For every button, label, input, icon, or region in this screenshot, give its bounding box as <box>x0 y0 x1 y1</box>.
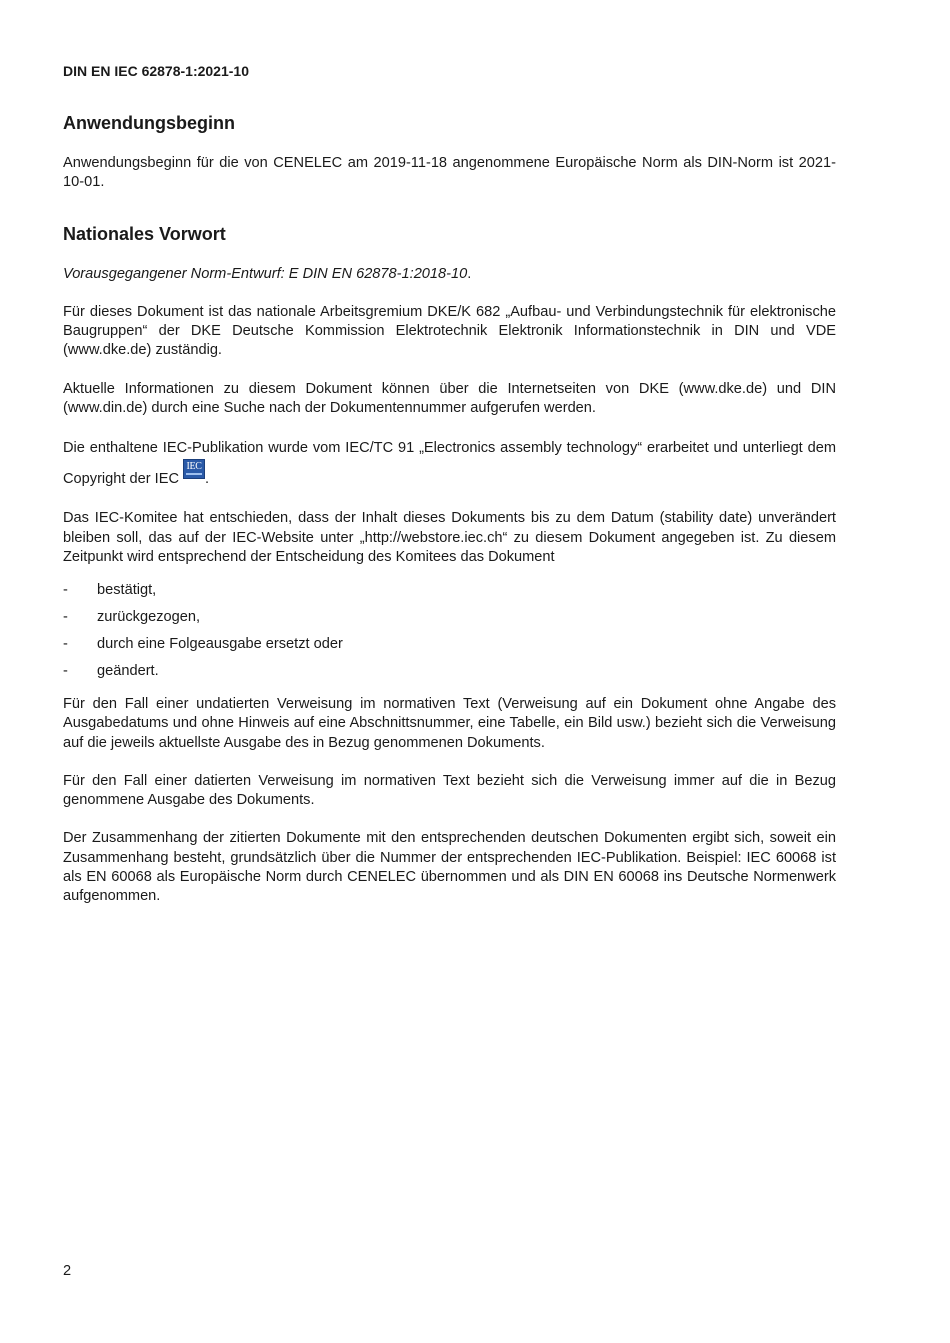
section-title-nationales-vorwort: Nationales Vorwort <box>63 223 226 244</box>
list-dash: - <box>63 582 68 599</box>
list-dash: - <box>63 662 68 679</box>
list-item <box>63 581 836 600</box>
previous-draft-period: . <box>467 265 472 282</box>
section-title-anwendungsbeginn: Anwendungsbeginn <box>63 113 235 133</box>
page-content <box>63 112 836 907</box>
copyright-text: Die enthaltene IEC-Publikation wurde vom IEC/TC 91 „Electronics assembly technology“ erarbeitet und unterliegt dem Copyright der IEC <box>63 440 836 488</box>
previous-draft-note <box>63 265 836 284</box>
page-number: 2 <box>63 1263 72 1279</box>
list-item-text: zurückgezogen, <box>97 609 201 626</box>
list-item <box>63 635 836 654</box>
iec-logo-icon <box>183 459 205 479</box>
paragraph-undated-reference: Für den Fall einer undatierten Verweisung im normativen Text (Verweisung auf ein Dokument ohne Angabe des Ausgabedatums und ohne Hinweis auf eine Abschnittsnummer, eine Tabelle, ein Bild usw.) bezieht sich die Verweisung auf die jeweils aktuellste Ausgabe des in Bezug genommenen Dokuments. <box>63 695 836 751</box>
paragraph-document-relation: Der Zusammenhang der zitierten Dokumente mit den entsprechenden deutschen Dokumenten ergibt sich, soweit ein Zusammenhang besteht, grundsätzlich über die Nummer der entsprechenden IEC-Publikation. Beispiel: IEC 60068 ist als EN 60068 als Europäische Norm durch CENELEC übernommen und als DIN EN 60068 ins Deutsche Normenwerk aufgenommen. <box>63 830 836 905</box>
iec-logo-text: IEC <box>186 461 202 473</box>
copyright-period: . <box>205 471 210 488</box>
list-dash: - <box>63 635 68 652</box>
paragraph-online-info: Aktuelle Informationen zu diesem Dokument können über die Internetseiten von DKE (www.dke.de) und DIN (www.din.de) durch eine Suche nach der Dokumentennummer aufgerufen werden. <box>63 380 836 417</box>
paragraph-copyright <box>63 437 836 490</box>
status-list <box>63 581 836 681</box>
paragraph-stability-date: Das IEC-Komitee hat entschieden, dass der Inhalt dieses Dokuments bis zu dem Datum (stability date) unverändert bleiben soll, das auf der IEC-Website unter „http://webstore.iec.ch“ zu diesem Dokument angegeben ist. Zu diesem Zeitpunkt wird entsprechend der Entscheidung des Komitees das Dokument <box>63 510 836 565</box>
list-item-text: geändert. <box>97 662 159 679</box>
paragraph-committee: Für dieses Dokument ist das nationale Arbeitsgremium DKE/K 682 „Aufbau- und Verbindungstechnik für elektronische Baugruppen“ der DKE Deutsche Kommission Elektrotechnik Elektronik Informationstechnik in DIN und VDE (www.dke.de) zuständig. <box>63 303 836 359</box>
document-id-header: DIN EN IEC 62878-1:2021-10 <box>63 63 249 79</box>
paragraph-dated-reference: Für den Fall einer datierten Verweisung im normativen Text bezieht sich die Verweisung immer auf die in Bezug genommene Ausgabe des Dokuments. <box>63 772 836 809</box>
list-item-text: bestätigt, <box>97 582 157 599</box>
anwendungsbeginn-text: Anwendungsbeginn für die von CENELEC am 2019-11-18 angenommene Europäische Norm als DIN-Norm ist 2021-10-01. <box>63 155 836 191</box>
list-dash: - <box>63 609 68 626</box>
list-item-text: durch eine Folgeausgabe ersetzt oder <box>97 635 343 652</box>
previous-draft-text: Vorausgegangener Norm-Entwurf: E DIN EN 62878-1:2018-10 <box>63 265 468 282</box>
list-item <box>63 608 836 627</box>
list-item <box>63 662 836 681</box>
